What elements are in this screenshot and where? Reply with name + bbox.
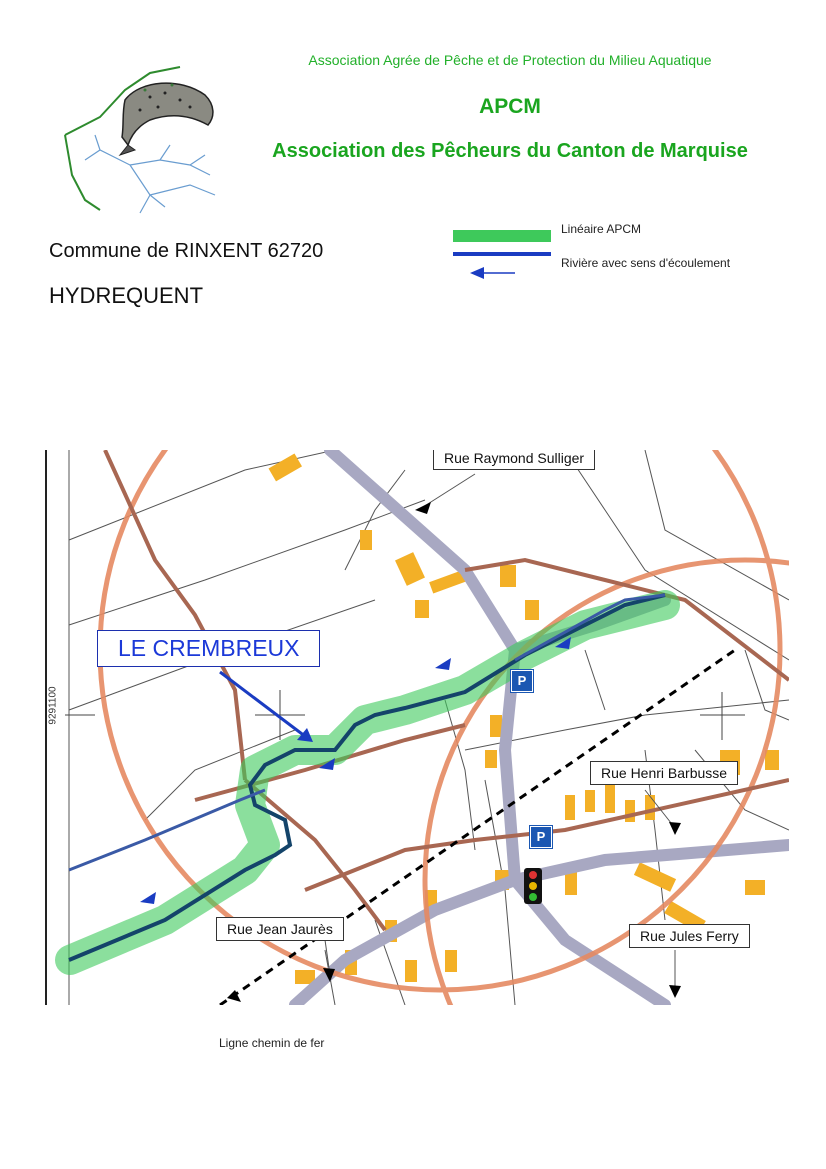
trout-logo-icon xyxy=(120,83,213,155)
street-label-jean: Rue Jean Jaurès xyxy=(216,917,344,941)
legend-river-label: Rivière avec sens d'écoulement xyxy=(561,256,731,270)
street-label-henri: Rue Henri Barbusse xyxy=(590,761,738,785)
legend-linear-swatch xyxy=(453,230,551,242)
legend-river-swatch xyxy=(453,252,551,256)
street-label-jules: Rue Jules Ferry xyxy=(629,924,750,948)
legend xyxy=(450,218,780,288)
map-area xyxy=(45,450,789,1005)
map-canvas xyxy=(45,450,789,1005)
association-acronym: APCM xyxy=(479,95,541,118)
legend-linear-label: Linéaire APCM xyxy=(561,222,642,236)
flow-arrow-icon xyxy=(470,266,520,280)
commune-title: Commune de RINXENT 62720 xyxy=(49,240,324,262)
parking-icon: P xyxy=(530,826,552,848)
traffic-light-icon xyxy=(520,868,546,904)
association-name: Association des Pêcheurs du Canton de Marquise xyxy=(272,140,748,162)
river-name-label: LE CREMBREUX xyxy=(97,630,320,667)
parking-icon: P xyxy=(511,670,533,692)
place-name: HYDREQUENT xyxy=(49,283,204,308)
map-coordinate: 9291100 xyxy=(47,686,59,725)
association-logo xyxy=(40,55,240,220)
railway-label: Ligne chemin de fer xyxy=(219,1036,325,1050)
association-full-name: Association Agrée de Pêche et de Protection du Milieu Aquatique xyxy=(308,52,712,68)
street-label-raymond: Rue Raymond Sulliger xyxy=(433,450,595,470)
